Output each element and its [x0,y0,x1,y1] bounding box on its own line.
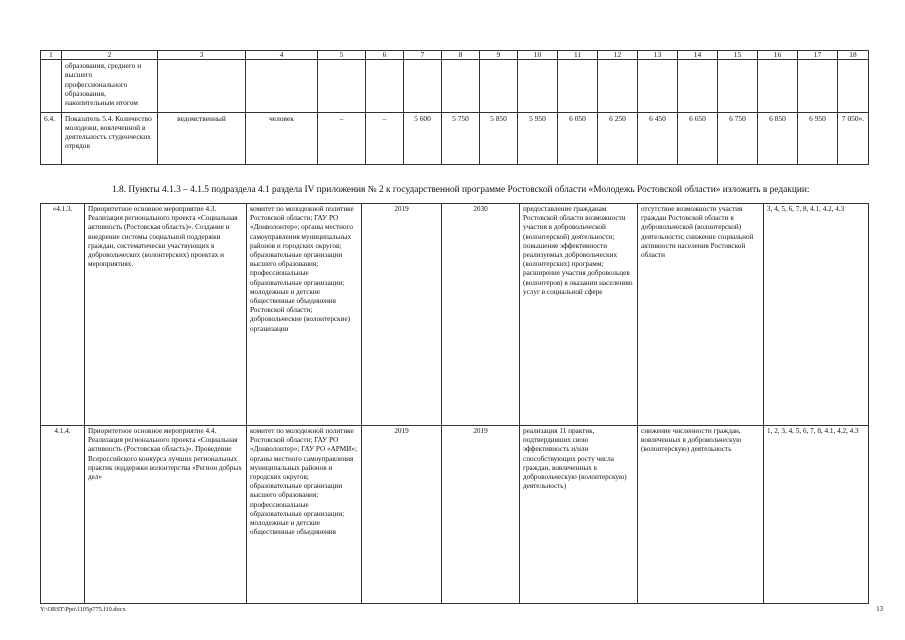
col-number: 2 [62,51,158,60]
indicator-text: образования, среднего и высшего профессионального образования, накопительным итогом [62,60,158,112]
year-value: 6 250 [598,112,638,164]
table-row [41,60,869,112]
indicator-text: Показатель 5.4. Количество молодежи, вовлеченной в деятельность студенческих отрядов [62,112,158,164]
linked-indicators: 3, 4, 5, 6, 7, 8, 4.1, 4.2, 4.3 [764,204,869,426]
column-number-row [41,51,869,60]
col-number: 5 [318,51,366,60]
table-row [41,426,869,604]
col-number: 15 [718,51,758,60]
activities-table [40,203,869,604]
section-heading: 1.8. Пункты 4.1.3 – 4.1.5 подраздела 4.1 раздела IV приложения № 2 к государственной программе Ростовской области «Молодежь Ростовской области» изложить в редакции: [112,185,810,195]
col-number: 13 [638,51,678,60]
col-number: 1 [41,51,62,60]
base-value: – [318,112,366,164]
year-value: 5 750 [442,112,480,164]
table-row [41,112,869,164]
col-number: 14 [678,51,718,60]
year-value: 6 650 [678,112,718,164]
year-value: 6 850 [758,112,798,164]
end-year: 2030 [442,204,520,426]
activity-title: Приоритетное основное мероприятие 4.3. Реализация регионального проекта «Социальная активность (Ростовская область)». Создание и внедрение системы социальной поддержки граждан, систематически участвующих в добровольческих (волонтерских) проектах и мероприятиях. [85,204,247,426]
unit: человек [246,112,318,164]
indicator-table [40,50,869,165]
file-path: Y:\ORST\Ppo\1105p775.f19.docx [40,606,126,613]
col-number: 7 [404,51,442,60]
row-number: «4.1.3. [41,204,85,426]
year-value: 6 750 [718,112,758,164]
year-value: 5 600 [404,112,442,164]
col-number: 12 [598,51,638,60]
linked-indicators: 1, 2, 3, 4, 5, 6, 7, 8, 4.1, 4.2, 4.3 [764,426,869,604]
expected-result: реализация 11 практик, подтвердивших свою эффективность и/или способствующих росту числа граждан, вовлеченных в добровольческую (волонтерскую) деятельность) [520,426,638,604]
start-year: 2019 [362,426,442,604]
col-number: 4 [246,51,318,60]
col-number: 11 [558,51,598,60]
year-value: 6 950 [798,112,838,164]
page-number: 13 [876,606,883,613]
col-number: 17 [798,51,838,60]
year-value: 6 450 [638,112,678,164]
indicator-type: ведомственный [158,112,246,164]
expected-result: предоставление гражданам Ростовской области возможности участия в добровольческой (волонтерской) деятельности; повышение эффективности реализуемых добровольческих (волонтерских) программ; расширение участия добровольцев (волонтеров) в оказании населению услуг в социальной сфере [520,204,638,426]
col-number: 16 [758,51,798,60]
end-year: 2019 [442,426,520,604]
activity-title: Приоритетное основное мероприятие 4.4. Реализация регионального проекта «Социальная активность (Ростовская область)». Проведение Всероссийского конкурса лучших региональных практик поддержки волонтерства «Регион добрых дел» [85,426,247,604]
year-value: 5 950 [518,112,558,164]
col-number: 6 [366,51,404,60]
row-number: 6.4. [41,112,62,164]
consequences: снижение численности граждан, вовлеченных в добровольческую (волонтерскую) деятельность [638,426,764,604]
col-number: 3 [158,51,246,60]
col-number: 8 [442,51,480,60]
start-year: 2019 [362,204,442,426]
col-number: 18 [838,51,869,60]
year-value: 6 050 [558,112,598,164]
year-value: 7 050». [838,112,869,164]
year-value: 5 850 [480,112,518,164]
col-number: 10 [518,51,558,60]
table-row [41,204,869,426]
base-value: – [366,112,404,164]
col-number: 9 [480,51,518,60]
row-number: 4.1.4. [41,426,85,604]
executor: комитет по молодежной политике Ростовской области; ГАУ РО «Донволонтер»; органы местного самоуправления муниципальных районов и городских округов; образовательные организации высшего образования; профессиональные образовательные организации; молодежные и детские общественные объединения Ростовской области; добровольческие (волонтерские) организации [247,204,362,426]
consequences: отсутствие возможности участия граждан Ростовской области в добровольческой (волонтерской) деятельности; снижение социальной активности населения Ростовской области [638,204,764,426]
executor: комитет по молодежной политике Ростовской области; ГАУ РО «Донволонтер»; ГАУ РО «АРМИ»; органы местного самоуправления муниципальных районов и городских округов; образовательные организации высшего образования; профессиональные образовательные организации; молодежные и детские общественные объединения [247,426,362,604]
